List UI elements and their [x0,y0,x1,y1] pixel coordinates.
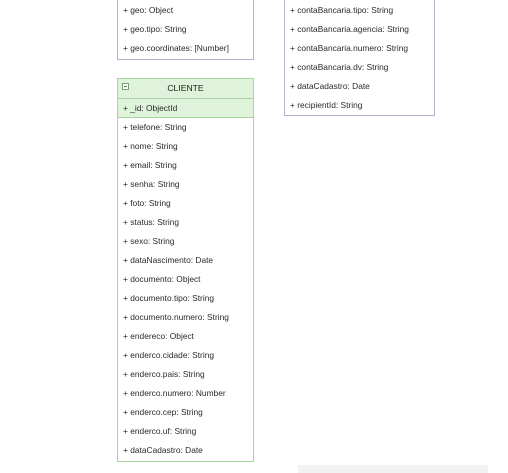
class-header[interactable] [118,79,253,99]
attribute-row[interactable]: + enderco.pais: String [123,369,205,379]
attribute-row[interactable]: + foto: String [123,198,171,208]
attribute-row[interactable]: + dataCadastro: Date [290,81,370,91]
attribute-row[interactable]: + geo: Object [123,5,174,15]
attribute-row[interactable]: + contaBancaria.tipo: String [290,5,394,15]
attribute-row[interactable]: + recipientId: String [290,100,363,110]
collapse-icon[interactable] [122,83,129,90]
attribute-row[interactable]: + dataCadastro: Date [123,445,203,455]
cliente-class-box[interactable] [117,78,254,462]
attribute-row[interactable]: + enderco.numero: Number [123,388,226,398]
attribute-row[interactable]: + documento.tipo: String [123,293,215,303]
attribute-row[interactable]: + contaBancaria.numero: String [290,43,409,53]
attribute-row[interactable]: + documento.numero: String [123,312,229,322]
id-attribute-row[interactable]: + _id: ObjectId [118,99,253,118]
attribute-row[interactable]: + endereco: Object [123,331,194,341]
attribute-row[interactable]: + dataNascimento: Date [123,255,214,265]
attribute-row[interactable]: + telefone: String [123,122,187,132]
attribute-row[interactable]: + senha: String [123,179,180,189]
attribute-row[interactable]: + documento: Object [123,274,201,284]
class-title: CLIENTE [167,83,204,93]
attribute-row[interactable]: + enderco.cidade: String [123,350,215,360]
attribute-row[interactable]: + sexo: String [123,236,175,246]
conta-bancaria-attributes-box[interactable] [284,0,435,116]
attribute-row[interactable]: + contaBancaria.dv: String [290,62,389,72]
attribute-row[interactable]: + enderco.uf: String [123,426,197,436]
attribute-row[interactable]: + geo.coordinates: [Number] [123,43,229,53]
attribute-row[interactable]: + enderco.cep: String [123,407,203,417]
attribute-row[interactable]: + email: String [123,160,177,170]
attribute-row[interactable]: + status: String [123,217,180,227]
attribute-row[interactable]: + geo.tipo: String [123,24,187,34]
attribute-row[interactable]: + nome: String [123,141,178,151]
attribute-row[interactable]: + contaBancaria.agencia: String [290,24,409,34]
bottom-scroll-strip [298,465,488,473]
geo-attributes-box[interactable] [117,0,254,60]
